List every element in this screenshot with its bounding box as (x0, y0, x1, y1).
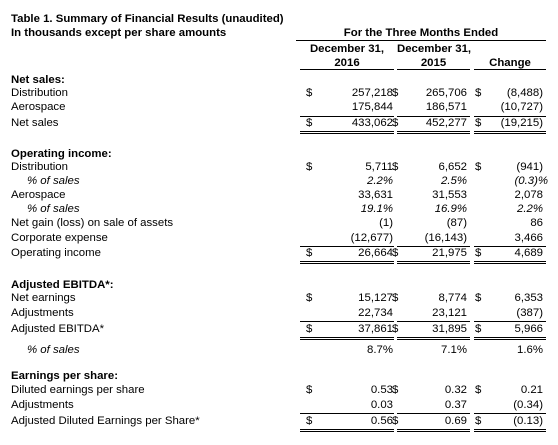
value-change: (10,727) (500, 101, 543, 113)
value-2015: 0.37 (444, 399, 467, 411)
value-2016: (12,677) (350, 232, 393, 244)
value-2015: 23,121 (432, 307, 467, 319)
value-change: (0.13) (513, 415, 543, 427)
row-label: Operating income (11, 247, 101, 259)
table-row (0, 174, 558, 189)
row-label: Distribution (11, 161, 68, 173)
value-change: 86 (530, 217, 543, 229)
value-2015: 2.5% (441, 175, 467, 187)
row-label: % of sales (27, 203, 80, 215)
value-2016: 0.56 (370, 415, 393, 427)
total-double-rule (300, 337, 394, 340)
value-change: 3,466 (514, 232, 543, 244)
row-label: Net sales (11, 117, 59, 129)
value-2016: 5,711 (365, 161, 393, 173)
value-change: 0.21 (520, 384, 543, 396)
currency-symbol: $ (475, 415, 482, 427)
value-change: (19,215) (500, 117, 543, 129)
value-change: (0.3)% (514, 175, 548, 187)
row-label: Aerospace (11, 101, 66, 113)
total-double-rule (300, 131, 394, 134)
row-label: Aerospace (11, 189, 66, 201)
row-label: Adjusted Diluted Earnings per Share* (11, 415, 200, 427)
currency-symbol: $ (392, 292, 399, 304)
value-2016: 19.1% (360, 203, 393, 215)
value-change: (941) (516, 161, 543, 173)
currency-symbol: $ (475, 247, 482, 259)
col2-header-line2: 2015 (397, 57, 470, 70)
value-2016: 0.53 (370, 384, 393, 396)
value-change: 4,689 (514, 247, 543, 259)
value-2016: 257,218 (351, 87, 393, 99)
currency-symbol: $ (392, 87, 399, 99)
col1-header-line2: 2016 (300, 57, 394, 70)
value-2016: 8.7% (367, 344, 393, 356)
value-change: 2,078 (514, 189, 543, 201)
total-double-rule (300, 261, 394, 264)
currency-symbol: $ (392, 161, 399, 173)
table-row (0, 343, 558, 358)
table-row (0, 116, 558, 131)
value-2015: 265,706 (425, 87, 467, 99)
currency-symbol: $ (475, 117, 482, 129)
table-row (0, 246, 558, 261)
value-2015: 8,774 (438, 292, 467, 304)
table-row (0, 322, 558, 337)
table-row (0, 414, 558, 429)
value-2015: 31,553 (432, 189, 467, 201)
row-label: Diluted earnings per share (11, 384, 145, 396)
value-2016: 33,631 (358, 189, 393, 201)
section-label: Adjusted EBITDA*: (11, 279, 114, 291)
row-label: Corporate expense (11, 232, 108, 244)
table-row (0, 188, 558, 203)
total-double-rule (474, 337, 546, 340)
period-header: For the Three Months Ended (296, 27, 546, 41)
table-row (0, 398, 558, 413)
table-row (0, 100, 558, 115)
currency-symbol: $ (475, 292, 482, 304)
currency-symbol: $ (392, 384, 399, 396)
value-2015: 452,277 (425, 117, 467, 129)
row-label: % of sales (27, 344, 80, 356)
section-label: Operating income: (11, 148, 112, 160)
value-2016: 26,664 (358, 247, 393, 259)
currency-symbol: $ (392, 117, 399, 129)
col2-header-line1: December 31, (397, 43, 472, 55)
table-row (0, 306, 558, 321)
currency-symbol: $ (306, 117, 313, 129)
row-label: Adjusted EBITDA* (11, 323, 105, 335)
value-change: (0.34) (513, 399, 543, 411)
value-2015: 7.1% (441, 344, 467, 356)
value-2016: (1) (379, 217, 393, 229)
col1-header-line1: December 31, (309, 43, 385, 55)
value-2016: 433,062 (351, 117, 393, 129)
currency-symbol: $ (306, 247, 313, 259)
table-subtitle: In thousands except per share amounts (11, 27, 227, 39)
value-change: 6,353 (514, 292, 543, 304)
value-2015: (16,143) (424, 232, 467, 244)
total-double-rule (397, 337, 470, 340)
currency-symbol: $ (306, 87, 313, 99)
total-double-rule (474, 261, 546, 264)
value-2015: 16.9% (434, 203, 467, 215)
total-double-rule (300, 429, 394, 432)
currency-symbol: $ (306, 323, 313, 335)
table-row (0, 160, 558, 175)
value-2016: 22,734 (358, 307, 393, 319)
value-2015: 0.69 (444, 415, 467, 427)
value-2016: 37,861 (358, 323, 393, 335)
table-row (0, 231, 558, 246)
value-change: (8,488) (506, 87, 543, 99)
table-row (0, 291, 558, 306)
currency-symbol: $ (475, 384, 482, 396)
value-change: (387) (516, 307, 543, 319)
value-2016: 2.2% (367, 175, 393, 187)
total-double-rule (397, 131, 470, 134)
value-2015: 31,895 (432, 323, 467, 335)
row-label: Adjustments (11, 307, 74, 319)
value-2016: 0.03 (370, 399, 393, 411)
table-row (0, 202, 558, 217)
total-double-rule (474, 131, 546, 134)
total-double-rule (474, 429, 546, 432)
row-label: Net gain (loss) on sale of assets (11, 217, 174, 229)
value-change: 5,966 (514, 323, 543, 335)
currency-symbol: $ (306, 415, 313, 427)
currency-symbol: $ (392, 415, 399, 427)
value-2015: 0.32 (444, 384, 467, 396)
table-row (0, 86, 558, 101)
currency-symbol: $ (475, 87, 482, 99)
total-double-rule (397, 261, 470, 264)
table-row (0, 216, 558, 231)
currency-symbol: $ (306, 161, 313, 173)
currency-symbol: $ (392, 247, 399, 259)
value-2015: 21,975 (432, 247, 467, 259)
table-title: Table 1. Summary of Financial Results (unaudited) (11, 13, 284, 25)
table-row (0, 369, 558, 384)
currency-symbol: $ (392, 323, 399, 335)
value-2016: 15,127 (358, 292, 393, 304)
value-2015: 6,652 (438, 161, 467, 173)
total-double-rule (397, 429, 470, 432)
value-2015: 186,571 (425, 101, 467, 113)
section-label: Net sales: (11, 74, 65, 86)
currency-symbol: $ (306, 384, 313, 396)
currency-symbol: $ (306, 292, 313, 304)
currency-symbol: $ (475, 161, 482, 173)
row-label: Net earnings (11, 292, 76, 304)
table-row (0, 383, 558, 398)
value-change: 1.6% (517, 344, 543, 356)
value-2016: 175,844 (351, 101, 393, 113)
section-label: Earnings per share: (11, 370, 118, 382)
row-label: % of sales (27, 175, 80, 187)
row-label: Distribution (11, 87, 68, 99)
currency-symbol: $ (475, 323, 482, 335)
row-label: Adjustments (11, 399, 74, 411)
change-header: Change (474, 57, 546, 70)
value-2015: (87) (446, 217, 467, 229)
value-change: 2.2% (517, 203, 543, 215)
